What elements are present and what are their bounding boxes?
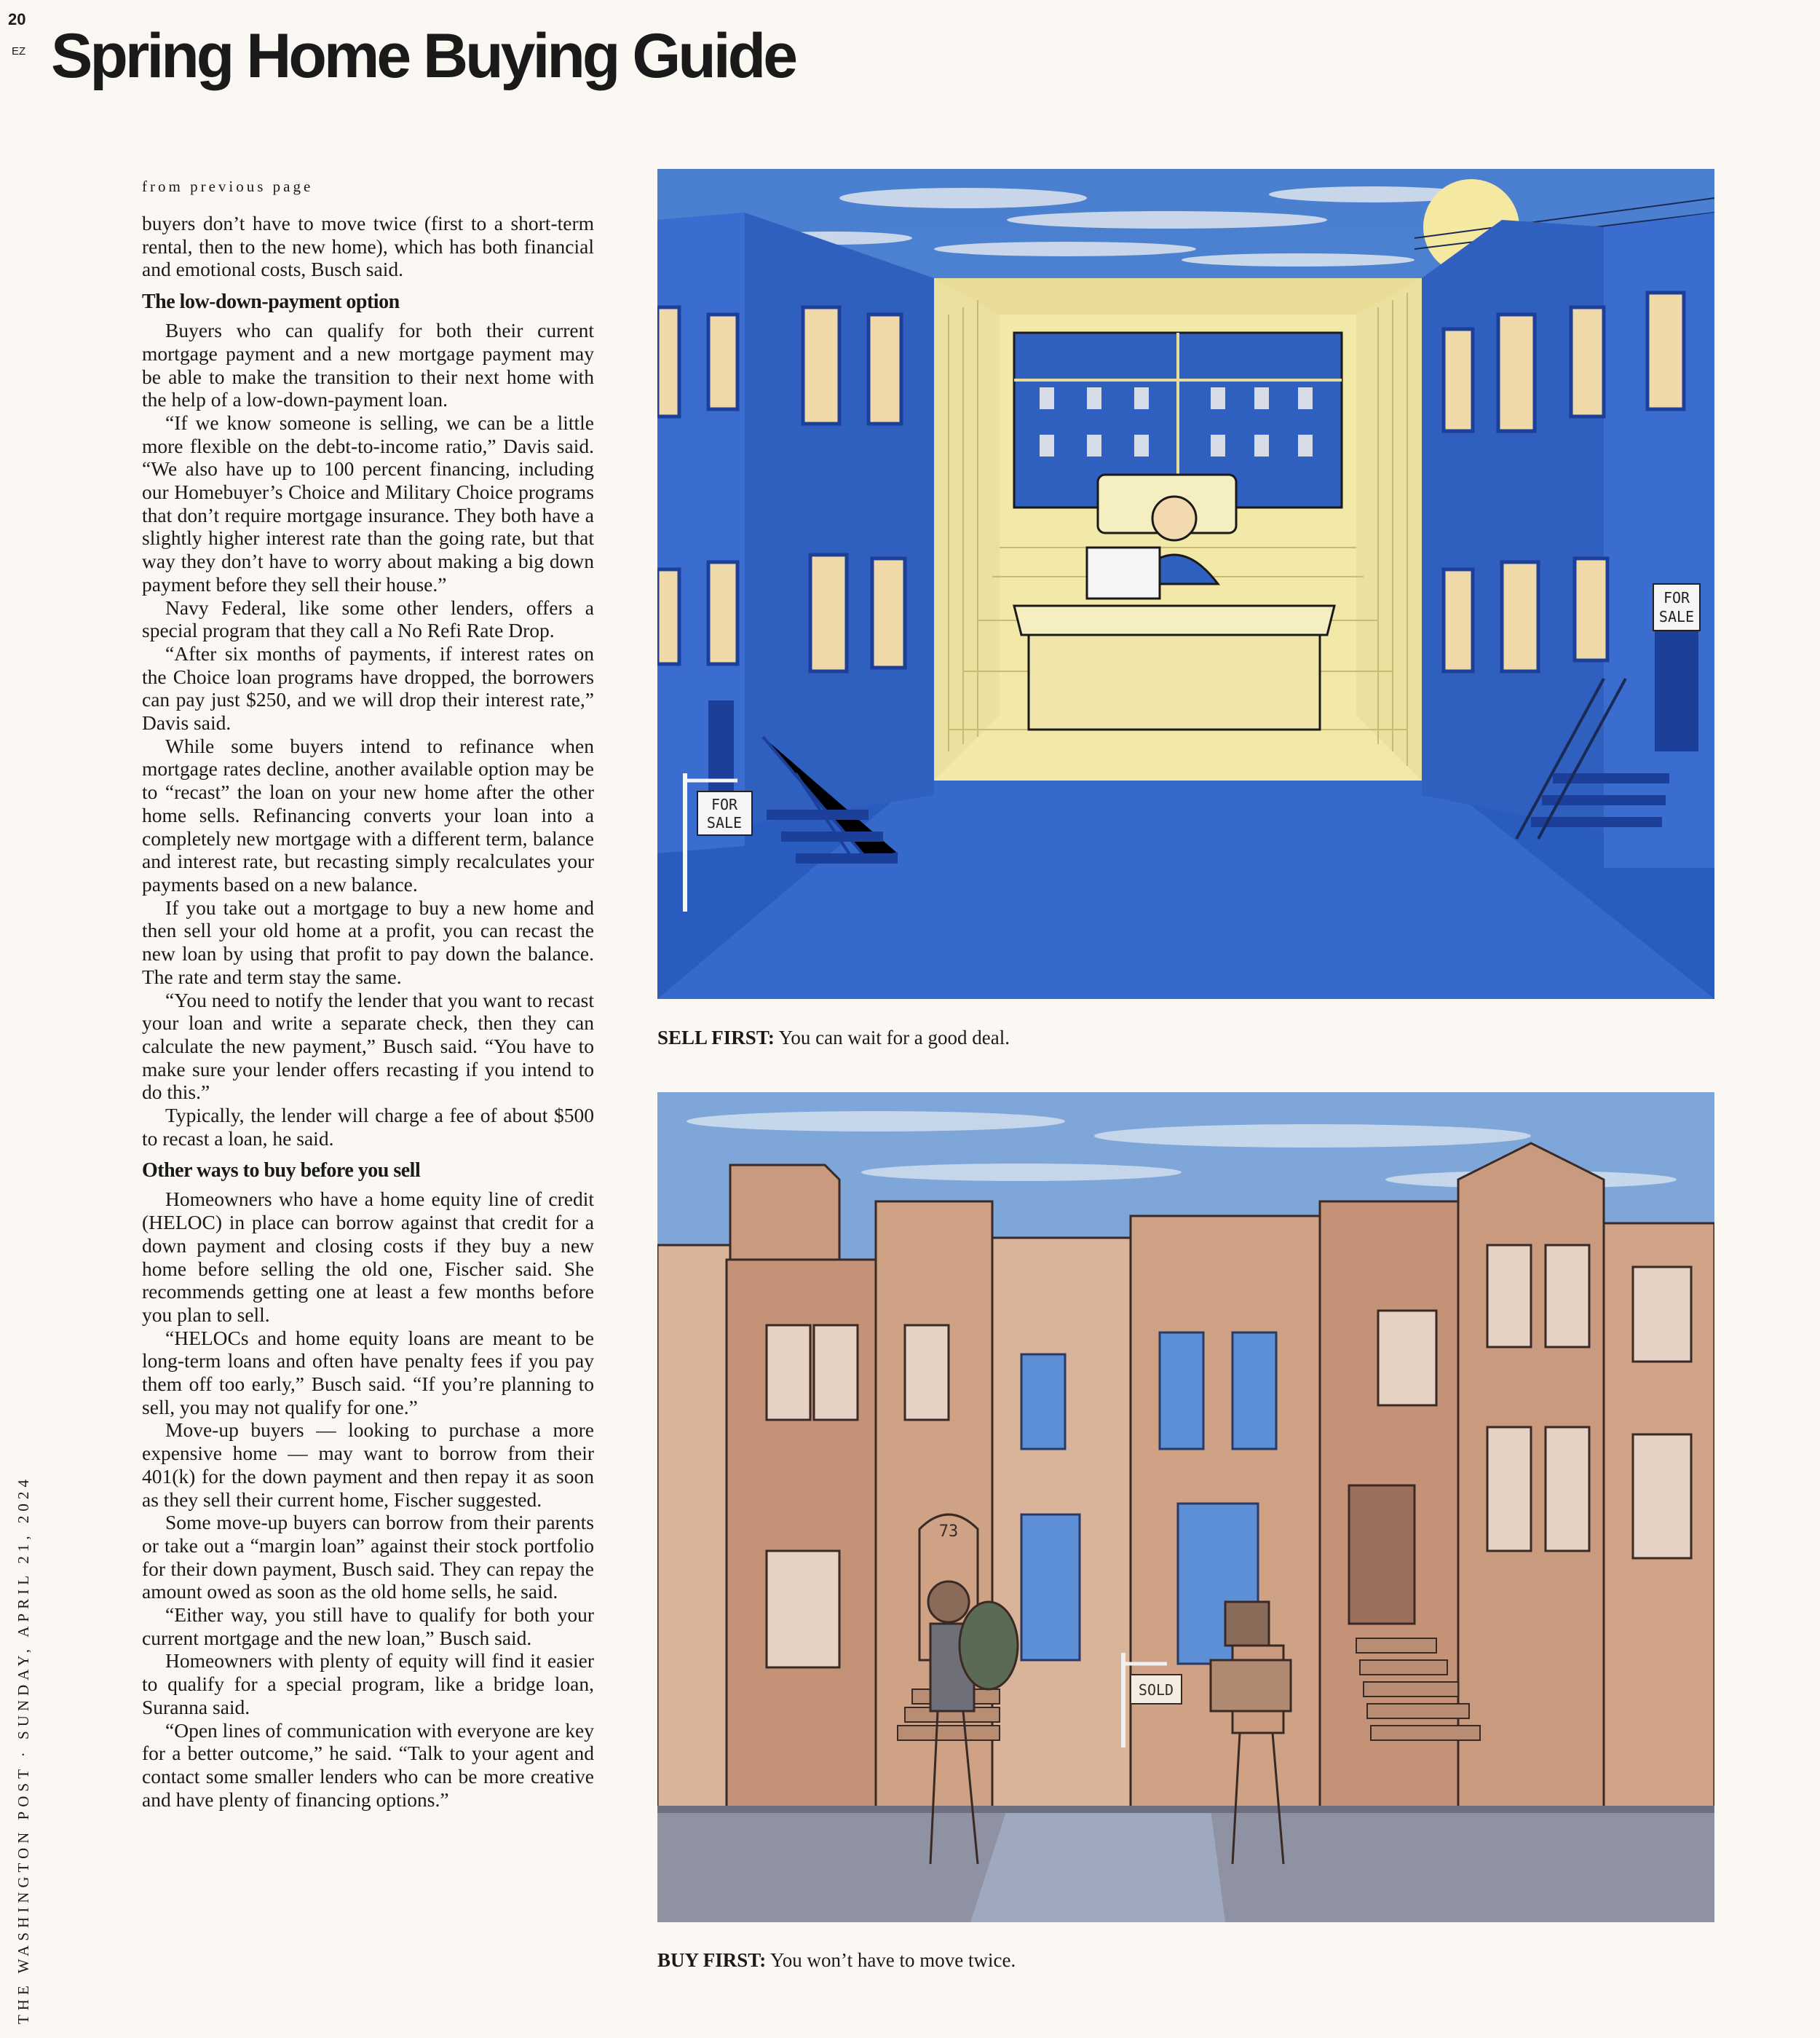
paragraph: “Either way, you still have to qualify for both your current mortgage and the new loan,” Busch said. xyxy=(142,1603,594,1649)
paragraph: “If we know someone is selling, we can be a little more flexible on the debt-to-income ratio,” Davis said. “We also have up to 100 percent financing, including our Homebuyer’s Choice and Military Choice programs that don’t require mortgage insurance. They both have a slightly higher interest rate than the going rate, but that way they don’t have to worry about making a big down payment before they sell their house.” xyxy=(142,411,594,596)
paragraph: If you take out a mortgage to buy a new home and then sell your old home at a profit, you can recast the new loan by using that profit to pay down the balance. The rate and term stay the same. xyxy=(142,896,594,988)
paragraph: “HELOCs and home equity loans are meant to be long-term loans and often have penalty fees if you pay them off too early,” Busch said. “If you’re planning to sell, you may not qualify for one.” xyxy=(142,1326,594,1418)
buy-first-illustration xyxy=(657,1092,1714,1922)
page-number: 20 xyxy=(8,10,26,28)
subhead: The low-down-payment option xyxy=(142,291,400,314)
article-body xyxy=(142,178,594,1811)
door-number: 73 xyxy=(938,1522,959,1541)
paragraph: “You need to notify the lender that you want to recast your loan and write a separate check, then they can calculate the new payment,” Busch said. “You have to make sure your lender offers recasting if you intend to do this.” xyxy=(142,988,594,1104)
paragraph: Homeowners who have a home equity line of credit (HELOC) in place can borrow against that credit for a down payment and closing costs if they buy a new home before selling the old one, Fischer said. She recommends getting one at least a few months before you plan to sell. xyxy=(142,1188,594,1326)
section-code: EZ xyxy=(12,45,26,58)
sell-first-illustration xyxy=(657,169,1714,999)
paragraph: Navy Federal, like some other lenders, offers a special program that they call a No Refi Rate Drop. xyxy=(142,596,594,642)
sell-first-label: SELL FIRST: xyxy=(657,1027,775,1048)
receptionist xyxy=(1152,497,1196,540)
section-title: Spring Home Buying Guide xyxy=(51,21,796,91)
buy-first-text: You won’t have to move twice. xyxy=(770,1949,1016,1971)
sell-first-caption xyxy=(657,1027,1010,1049)
newspaper-dateline: THE WASHINGTON POST · SUNDAY, APRIL 21, 2024 xyxy=(15,1475,32,2024)
paragraph: While some buyers intend to refinance when mortgage rates decline, another available option may be to “recast” the loan on your new home after the other home sells. Refinancing converts your loan into a completely new mortgage with a different term, balance and interest rate, but recasting simply recalculates your payments based on a new balance. xyxy=(142,734,594,896)
for-sale-right-line1: FOR xyxy=(1663,589,1690,607)
for-sale-left-line1: FOR xyxy=(711,796,738,813)
sell-first-text: You can wait for a good deal. xyxy=(778,1027,1010,1048)
paragraph: buyers don’t have to move twice (first to a short-term rental, then to the new home), which has both financial and emotional costs, Busch said. xyxy=(142,212,594,281)
paragraph: Buyers who can qualify for both their current mortgage payment and a new mortgage payment may be able to make the transition to their next home with the help of a low-down-payment loan. xyxy=(142,319,594,411)
blue-door xyxy=(1021,1514,1080,1660)
subhead: Other ways to buy before you sell xyxy=(142,1159,421,1182)
paragraph: Move-up buyers — looking to purchase a more expensive home — may want to borrow from their 401(k) for the down payment and then repay it as soon as they sell their current home, Fischer suggested. xyxy=(142,1418,594,1511)
paragraph: Typically, the lender will charge a fee of about $500 to recast a loan, he said. xyxy=(142,1104,594,1150)
paragraph: “Open lines of communication with everyone are key for a better outcome,” he said. “Talk to your agent and contact some smaller lenders who can be more creative and have plenty of financing options.” xyxy=(142,1718,594,1811)
sold-sign-text: SOLD xyxy=(1138,1681,1174,1699)
paragraph: Homeowners with plenty of equity will find it easier to qualify for a special program, like a bridge loan, Suranna said. xyxy=(142,1649,594,1718)
jump-line: from previous page xyxy=(142,178,314,195)
paragraph: Some move-up buyers can borrow from their parents or take out a “margin loan” against their stock portfolio for their down payment, Busch said. They can repay the amount owed as soon as the old home sells, he said. xyxy=(142,1511,594,1603)
buy-first-caption xyxy=(657,1949,1016,1972)
for-sale-right-line2: SALE xyxy=(1658,608,1695,625)
paragraph: “After six months of payments, if interest rates on the Choice loan programs have dropped, the borrowers can pay just $250, and we will drop their interest rate,” Davis said. xyxy=(142,641,594,735)
article-text xyxy=(142,212,594,1811)
for-sale-left-line2: SALE xyxy=(706,814,743,832)
buy-first-label: BUY FIRST: xyxy=(657,1949,767,1971)
